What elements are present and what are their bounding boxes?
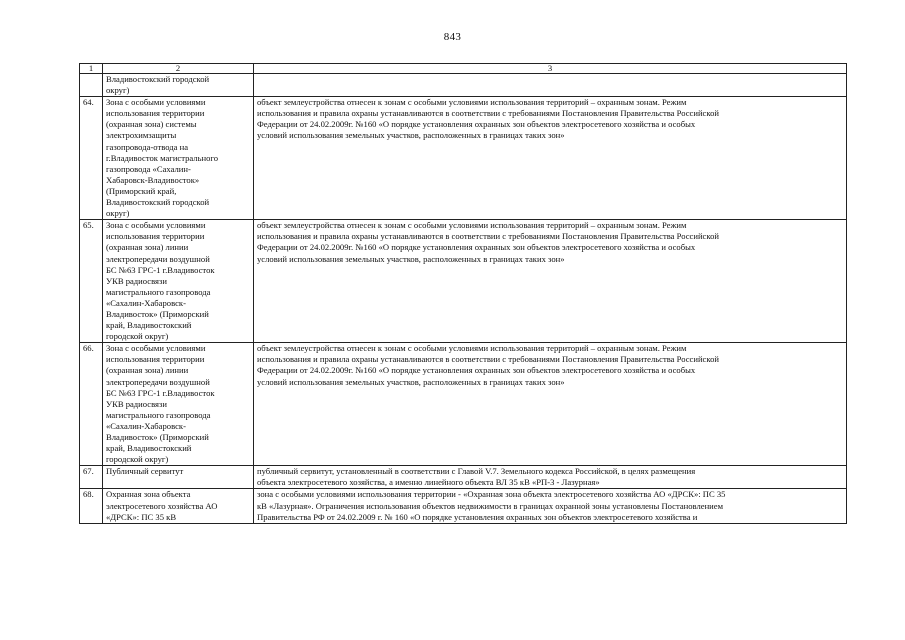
table-row — [80, 220, 847, 343]
table-row — [80, 466, 847, 489]
zone-name-line: Публичный сервитут — [106, 466, 184, 477]
zone-description-line: кВ «Лазурная». Ограничения использования объектов недвижимости в границах охранной зоны установлены Постановлением — [257, 500, 724, 511]
zone-description-cell — [254, 343, 847, 466]
zone-name-line: округ) — [106, 208, 130, 219]
zone-name-line: Владивостокский городской — [106, 74, 210, 84]
zone-description-line: использования и правила охраны устанавливаются в соответствии с требованиями Постановления Правительства Российской — [257, 108, 719, 119]
zone-name-line: (охранная зона) линии — [106, 365, 189, 376]
zone-name-line: УКВ радиосвязи — [106, 275, 167, 286]
header-col-3: 3 — [254, 64, 847, 74]
table-row — [80, 489, 847, 523]
zone-name-line: использования территории — [106, 231, 205, 242]
zone-name-line: Зона с особыми условиями — [106, 220, 206, 231]
zone-description-line: публичный сервитут, установленный в соответствии с Главой V.7. Земельного кодекса Российской, в целях размещения — [257, 466, 696, 477]
zone-name-line: край, Владивостокский — [106, 320, 192, 331]
zone-name-line: Владивосток» (Приморский — [106, 308, 209, 319]
zone-name-line: (Приморский край, — [106, 185, 177, 196]
row-number: 67. — [80, 466, 103, 489]
zone-name-line: городской округ) — [106, 454, 169, 465]
zone-name-line: УКВ радиосвязи — [106, 398, 167, 409]
zone-description-cell — [254, 220, 847, 343]
table-row — [80, 97, 847, 220]
zone-name-line: городской округ) — [106, 331, 169, 342]
table-row — [80, 343, 847, 466]
zone-name-line: газопровода-отвода на — [106, 141, 189, 152]
zone-description-cell — [254, 466, 847, 489]
header-col-2: 2 — [103, 64, 254, 74]
page-number: 843 — [443, 31, 462, 43]
zone-description-cell — [254, 489, 847, 523]
zone-description-line: Федерации от 24.02.2009г. №160 «О порядке установления охранных зон объектов электросетевого хозяйства и особых — [257, 119, 696, 130]
zone-name-line: край, Владивостокский — [106, 443, 192, 454]
zone-description-cell — [254, 97, 847, 220]
zone-description-line: использования и правила охраны устанавливаются в соответствии с требованиями Постановления Правительства Российской — [257, 354, 719, 365]
zone-name-line: БС №63 ГРС-1 г.Владивосток — [106, 387, 215, 398]
zone-name-line: магистрального газопровода — [106, 286, 211, 297]
zone-name-line: электрохимзащиты — [106, 130, 177, 141]
row-number — [80, 74, 103, 97]
zone-name-line: (охранная зона) системы — [106, 119, 197, 130]
row-number: 64. — [80, 97, 103, 220]
row-number: 65. — [80, 220, 103, 343]
zone-name-line: газопровода «Сахалин- — [106, 163, 191, 174]
zone-description-line: Федерации от 24.02.2009г. №160 «О порядке установления охранных зон объектов электросетевого хозяйства и особых — [257, 242, 696, 253]
zone-name-line: Владивосток» (Приморский — [106, 432, 209, 442]
zone-name-line: Владивостокский городской — [106, 197, 210, 208]
zone-name-line: «ДРСК»: ПС 35 кВ — [106, 511, 177, 522]
zone-description-line: условий использования земельных участков, расположенных в границах таких зон» — [257, 376, 565, 387]
zone-name-cell — [103, 466, 254, 489]
zone-name-line: «Сахалин-Хабаровск- — [106, 420, 186, 431]
row-number: 66. — [80, 343, 103, 466]
zone-name-line: магистрального газопровода — [106, 409, 211, 420]
zone-name-line: электросетевого хозяйства АО — [106, 500, 218, 511]
row-number: 68. — [80, 489, 103, 523]
zone-name-line: использования территории — [106, 354, 205, 365]
header-col-1: 1 — [80, 64, 103, 74]
zone-name-cell — [103, 343, 254, 466]
zone-name-line: «Сахалин-Хабаровск- — [106, 297, 186, 308]
zone-name-cell — [103, 74, 254, 97]
zone-name-line: БС №63 ГРС-1 г.Владивосток — [106, 264, 215, 275]
zone-name-line: использования территории — [106, 108, 205, 119]
zone-name-line: г.Владивосток магистрального — [106, 152, 218, 163]
zone-description-line: зона с особыми условиями использования территории - «Охранная зона объекта электросетевого хозяйства АО «ДРСК»: ПС 35 — [257, 489, 726, 500]
zone-description-line: условий использования земельных участков, расположенных в границах таких зон» — [257, 130, 565, 141]
zone-description-line: Правительства РФ от 24.02.2009 г. № 160 «О порядке установления охранных зон объектов электросетевого хозяйства и — [257, 511, 698, 522]
zone-description-line: использования и правила охраны устанавливаются в соответствии с требованиями Постановления Правительства Российской — [257, 231, 719, 242]
zone-name-line: Зона с особыми условиями — [106, 343, 206, 354]
zone-name-cell — [103, 97, 254, 220]
zone-name-line: округ) — [106, 85, 130, 96]
zone-name-cell — [103, 489, 254, 523]
zones-table — [79, 63, 847, 524]
zone-description-line: объекта электросетевого хозяйства, а именно линейного объекта ВЛ 35 кВ «РП-3 - Лазурная» — [257, 477, 600, 488]
zone-description-line: объект землеустройства отнесен к зонам с особыми условиями использования территорий – охранным зонам. Режим — [257, 343, 687, 354]
zone-name-line: электропередачи воздушной — [106, 376, 210, 387]
zone-description-line: условий использования земельных участков, расположенных в границах таких зон» — [257, 253, 565, 264]
zone-name-line: Хабаровск-Владивосток» — [106, 174, 200, 185]
zone-description-cell — [254, 74, 847, 97]
zone-description-line: Федерации от 24.02.2009г. №160 «О порядке установления охранных зон объектов электросетевого хозяйства и особых — [257, 365, 696, 376]
header-row — [80, 64, 847, 74]
zone-name-line: (охранная зона) линии — [106, 242, 189, 253]
zone-description-line: объект землеустройства отнесен к зонам с особыми условиями использования территорий – охранным зонам. Режим — [257, 220, 687, 231]
table-row — [80, 74, 847, 97]
zone-name-line: Зона с особыми условиями — [106, 97, 206, 108]
zone-description-line: объект землеустройства отнесен к зонам с особыми условиями использования территорий – охранным зонам. Режим — [257, 97, 687, 108]
zone-name-cell — [103, 220, 254, 343]
zone-name-line: Охранная зона объекта — [106, 489, 191, 500]
zone-name-line: электропередачи воздушной — [106, 253, 210, 264]
